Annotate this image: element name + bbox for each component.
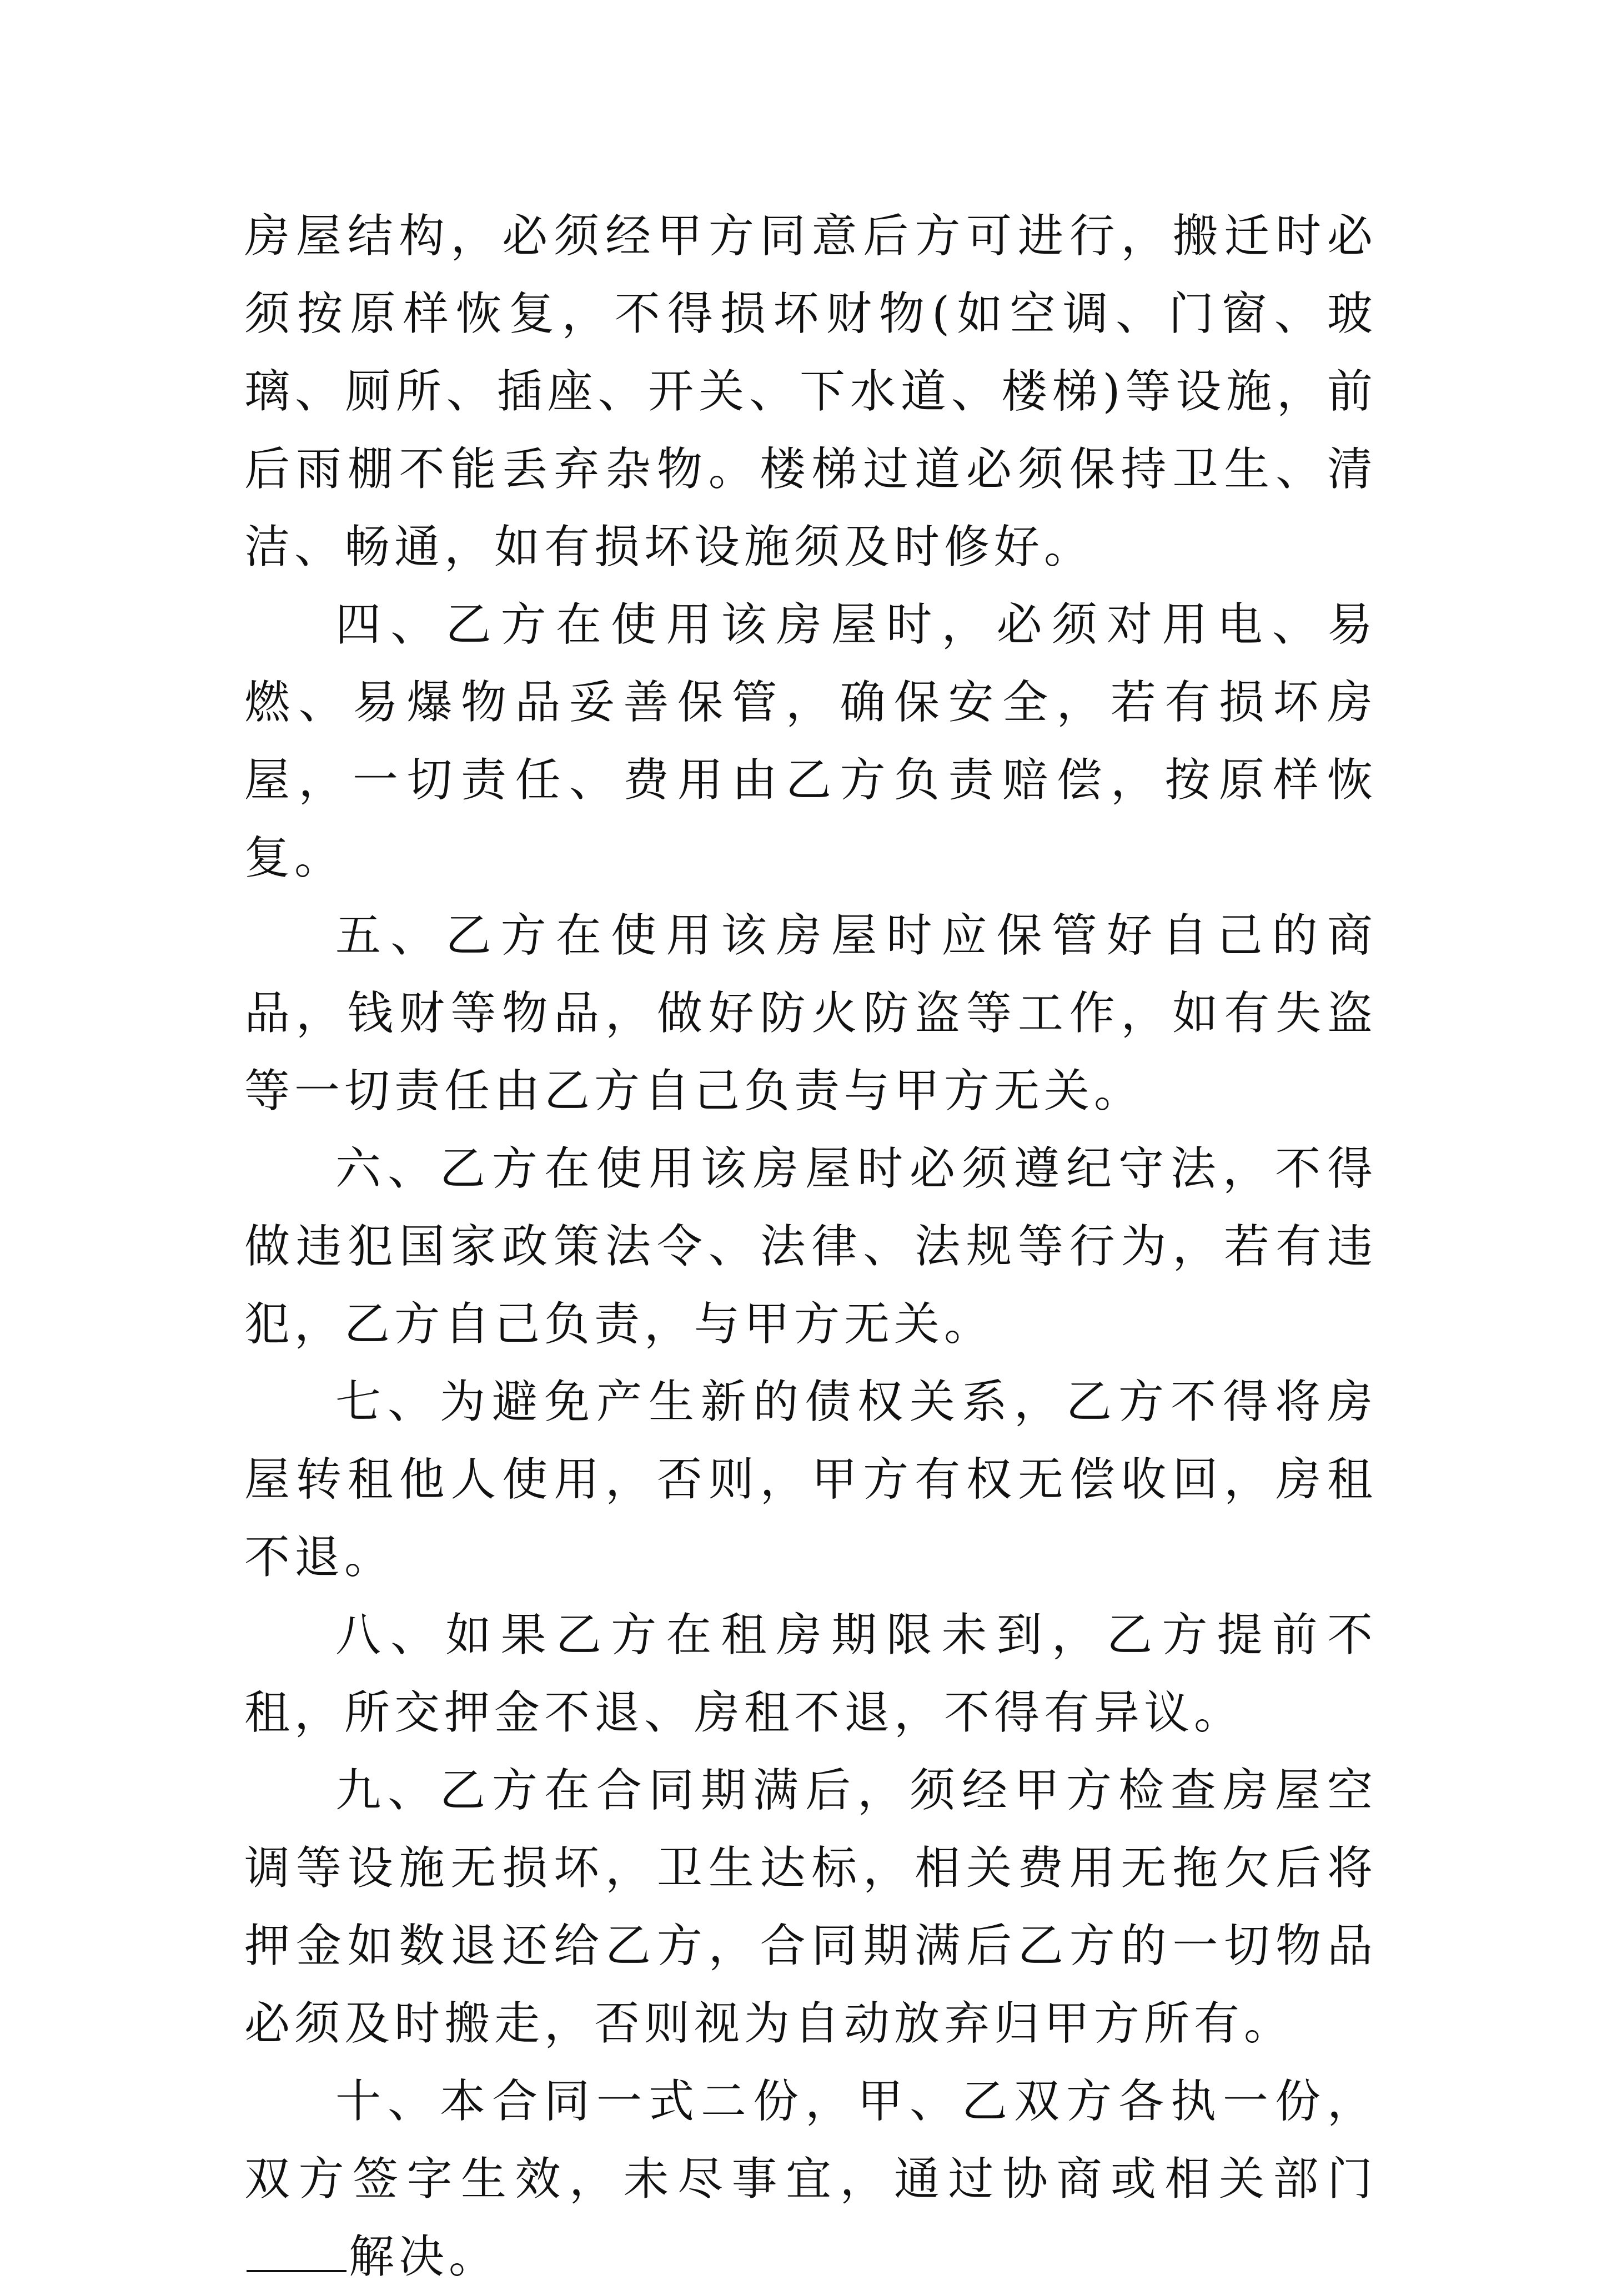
paragraph-clause-5: 五、乙方在使用该房屋时应保管好自己的商品，钱财等物品，做好防火防盗等工作，如有失盗等一切责任由乙方自己负责与甲方无关。 [244,909,1377,1117]
paragraph-clause-8: 八、如果乙方在租房期限未到，乙方提前不租，所交押金不退、房租不退，不得有异议。 [244,1609,1377,1739]
paragraph-clause-6: 六、乙方在使用该房屋时必须遵纪守法，不得做违犯国家政策法令、法律、法规等行为，若有违犯，乙方自己负责，与甲方无关。 [244,1142,1377,1351]
paragraph-continuation: 房屋结构，必须经甲方同意后方可进行，搬迁时必须按原样恢复，不得损坏财物(如空调、门窗、玻璃、厕所、插座、开关、下水道、楼梯)等设施，前后雨棚不能丢弃杂物。楼梯过道必须保持卫生、清洁、畅通，如有损坏设施须及时修好。 [244,210,1377,573]
paragraph-clause-10 [244,2063,1377,2296]
document-body [244,198,1377,2296]
paragraph-clause-4: 四、乙方在使用该房屋时，必须对用电、易燃、易爆物品妥善保管，确保安全，若有损坏房屋，一切责任、费用由乙方负责赔偿，按原样恢复。 [244,598,1377,884]
clause-10-text: 十、本合同一式二份，甲、乙双方各执一份，双方签字生效，未尽事宜，通过协商或相关部门 [244,2075,1377,2206]
paragraph-clause-7: 七、为避免产生新的债权关系，乙方不得将房屋转租他人使用，否则，甲方有权无偿收回，房租不退。 [244,1376,1377,1584]
paragraph-clause-9: 九、乙方在合同期满后，须经甲方检查房屋空调等设施无损坏，卫生达标，相关费用无拖欠后将押金如数退还给乙方，合同期满后乙方的一切物品必须及时搬走，否则视为自动放弃归甲方所有。 [244,1764,1377,2050]
clause-10-ending: 解决。 [349,2230,499,2283]
fill-in-blank [247,2231,346,2272]
